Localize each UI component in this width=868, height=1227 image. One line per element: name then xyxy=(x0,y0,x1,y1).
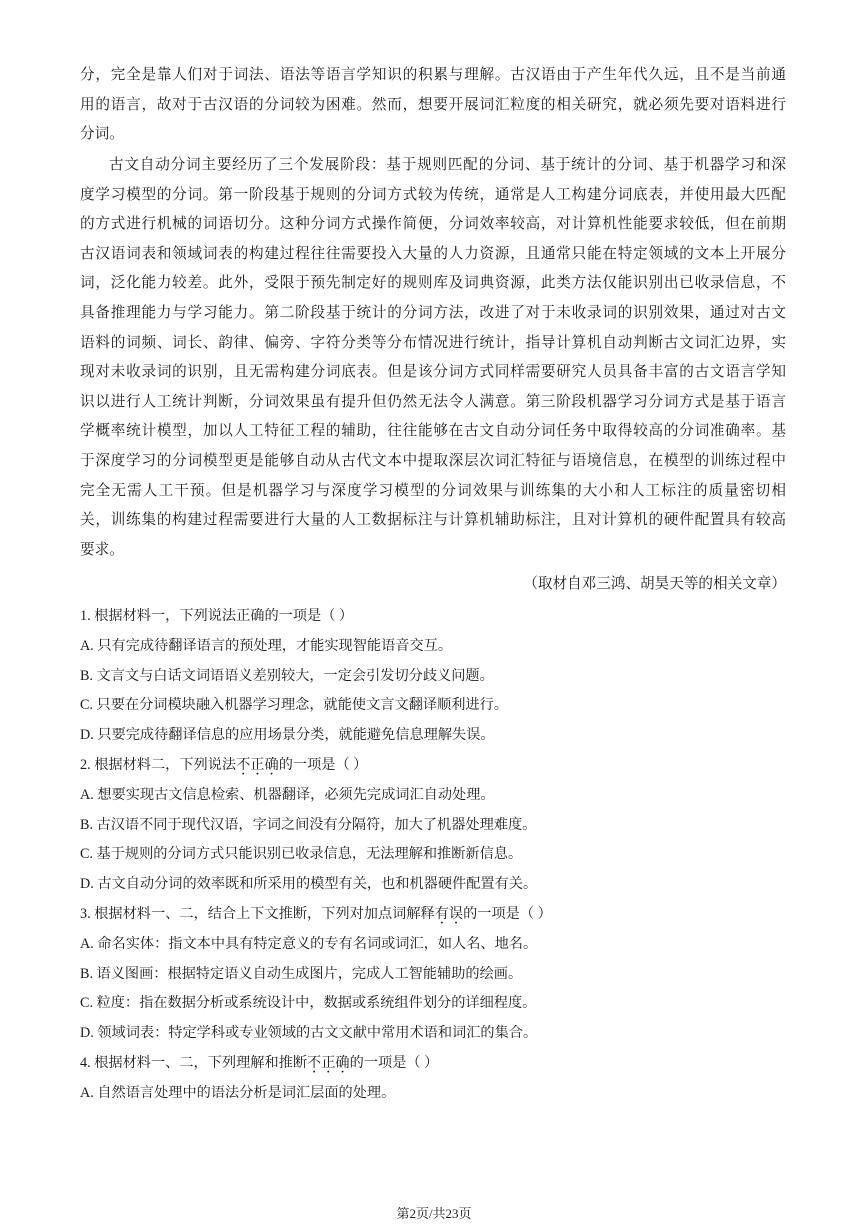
paragraph-line: 现对未收录词的识别，且无需构建分词底表。但是该分词方式同样需要研究人员具备丰富的古文语言学知 xyxy=(80,363,786,381)
paragraph-line: 完全无需人工干预。但是机器学习与深度学习模型的分词效果与训练集的大小和人工标注的质量密切相 xyxy=(80,481,786,499)
question-1-option-b: B. 文言文与白话文词语语义差别较大，一定会引发切分歧义问题。 xyxy=(80,667,494,684)
paragraph-line: 于深度学习的分词模型更是能够自动从古代文本中提取深层次词汇特征与语境信息，在模型的训练过程中 xyxy=(80,451,786,469)
paragraph-line: 古文自动分词主要经历了三个发展阶段：基于规则匹配的分词、基于统计的分词、基于机器学习和深 xyxy=(109,156,786,173)
question-3-option-a: A. 命名实体：指文本中具有特定意义的专有名词或词汇，如人名、地名。 xyxy=(80,935,538,952)
question-4-stem-tail: 的一项是（ ） xyxy=(349,1054,439,1071)
paragraph-line: 分词。 xyxy=(80,125,124,143)
paragraph-line: 的方式进行机械的词语切分。这种分词方式操作简便，分词效率较高，对计算机性能要求较低，但在前期 xyxy=(80,215,786,233)
paragraph-line: 语料的词频、词长、韵律、偏旁、字符分类等分布情况进行统计，指导计算机自动判断古文词汇边界，实 xyxy=(80,333,786,351)
paragraph-line: 古汉语词表和领域词表的构建过程往往需要投入大量的人力资源，且通常只能在特定领域的文本上开展分 xyxy=(80,244,786,262)
page-number: 第2页/共23页 xyxy=(396,1206,472,1221)
question-3-stem xyxy=(80,900,786,930)
question-2-option-d: D. 古文自动分词的效率既和所采用的模型有关，也和机器硬件配置有关。 xyxy=(80,876,538,893)
emphasis-char: 正 xyxy=(250,756,265,773)
question-2-stem-tail: 的一项是（ ） xyxy=(278,756,368,773)
paragraph-line: 关，训练集的构建过程需要进行大量的人工数据标注与计算机辅助标注，且对计算机的硬件配置具有较高 xyxy=(80,511,786,529)
paragraph-line: 用的语言，故对于古汉语的分词较为困难。然而，想要开展词汇粒度的相关研究，就必须先要对语料进行 xyxy=(80,95,786,113)
paragraph-line: 要求。 xyxy=(80,540,124,558)
emphasis-char: 确 xyxy=(335,1054,350,1071)
paragraph-2 xyxy=(80,150,786,564)
question-2-stem xyxy=(80,751,786,781)
paragraph-line: 学概率统计模型，加以人工特征工程的辅助，往往能够在古文自动分词任务中取得较高的分词准确率。基 xyxy=(80,422,786,440)
emphasis-char: 不 xyxy=(236,756,251,773)
source-citation: （取材自邓三鸿、胡昊天等的相关文章） xyxy=(523,575,786,592)
question-4-stem xyxy=(80,1049,786,1079)
question-3-option-c: C. 粒度：指在数据分析或系统设计中，数据或系统组件划分的详细程度。 xyxy=(80,995,537,1012)
question-2-option-c: C. 基于规则的分词方式只能识别已收录信息，无法理解和推断新信息。 xyxy=(80,846,523,863)
paragraph-line: 识以进行人工统计判断，分词效果虽有提升但仍然无法令人满意。第三阶段机器学习分词方式是基于语言 xyxy=(80,392,786,410)
question-1-stem: 1. 根据材料一，下列说法正确的一项是（ ） xyxy=(80,608,354,624)
question-3-stem-tail: 的一项是（ ） xyxy=(463,905,552,922)
emphasis-char: 正 xyxy=(321,1054,336,1071)
emphasis-char: 不 xyxy=(307,1054,322,1071)
question-3-option-d: D. 领域词表：特定学科或专业领域的古文文献中常用术语和词汇的集合。 xyxy=(80,1025,538,1042)
questions-section xyxy=(80,602,786,1109)
paragraph-line: 度学习模型的分词。第一阶段基于规则的分词方式较为传统，通常是人工构建分词底表，并使用最大匹配 xyxy=(80,185,786,203)
paragraph-1 xyxy=(80,60,786,149)
question-1-option-d: D. 只要完成待翻译信息的应用场景分类，就能避免信息理解失误。 xyxy=(80,727,495,744)
question-2-option-b: B. 古汉语不同于现代汉语，字词之间没有分隔符，加大了机器处理难度。 xyxy=(80,816,537,833)
question-4-option-a: A. 自然语言处理中的语法分析是词汇层面的处理。 xyxy=(80,1084,396,1101)
question-3-stem-text: 3. 根据材料一、二，结合上下文推断，下列对加点词解释 xyxy=(80,905,435,922)
question-2-option-a: A. 想要实现古文信息检索、机器翻译，必须先完成词汇自动处理。 xyxy=(80,786,495,803)
emphasis-char: 误 xyxy=(448,905,464,922)
question-3-option-b: B. 语义图画：根据特定语义自动生成图片，完成人工智能辅助的绘画。 xyxy=(80,965,523,982)
paragraph-line: 分，完全是靠人们对于词法、语法等语言学知识的积累与理解。古汉语由于产生年代久远，且不是当前通 xyxy=(80,66,786,83)
emphasis-char: 确 xyxy=(264,756,279,773)
question-1-option-a: A. 只有完成待翻译语言的预处理，才能实现智能语音交互。 xyxy=(80,637,453,654)
paragraph-line: 具备推理能力与学习能力。第二阶段基于统计的分词方法，改进了对于未收录词的识别效果，通过对古文 xyxy=(80,303,786,321)
question-2-stem-text: 2. 根据材料二，下列说法 xyxy=(80,756,237,773)
emphasis-char: 有 xyxy=(434,905,449,922)
question-4-stem-text: 4. 根据材料一、二，下列理解和推断 xyxy=(80,1054,308,1071)
question-1-option-c: C. 只要在分词模块融入机器学习理念，就能使文言文翻译顺利进行。 xyxy=(80,697,508,714)
paragraph-line: 词，泛化能力较差。此外，受限于预先制定好的规则库及词典资源，此类方法仅能识别出已收录信息，不 xyxy=(80,274,786,292)
